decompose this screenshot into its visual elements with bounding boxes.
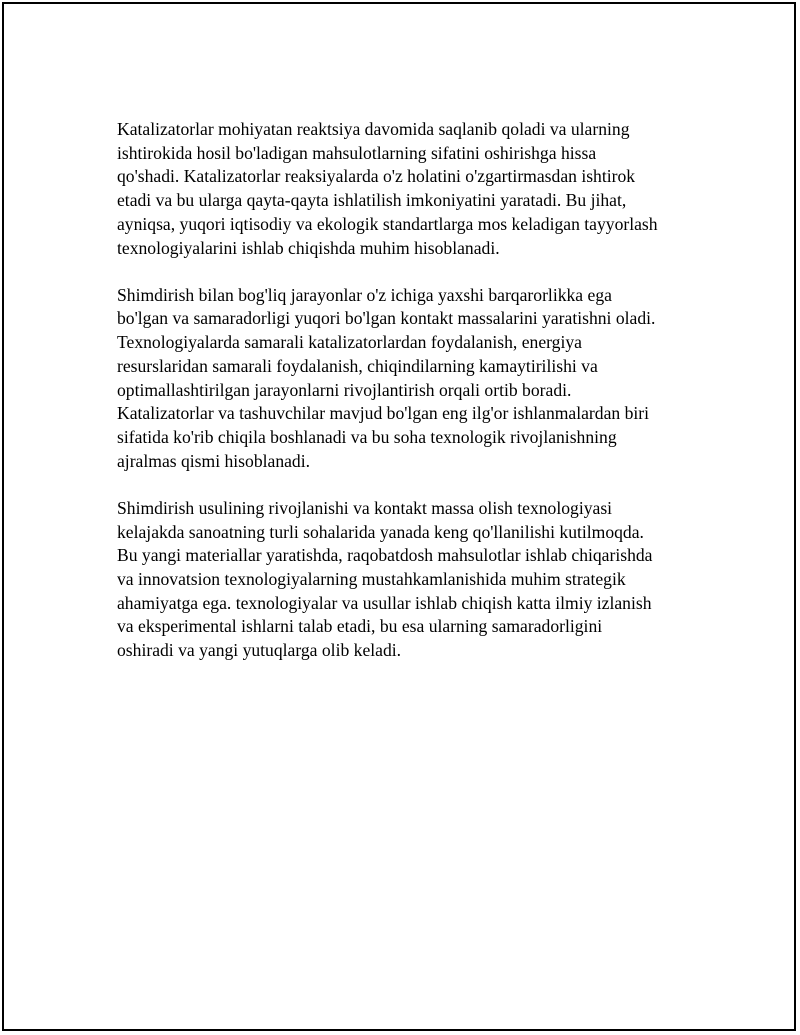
text-line: resurslaridan samarali foydalanish, chiqindilarning kamaytirilishi va [117, 355, 598, 376]
text-line: ahamiyatga ega. texnologiyalar va usullar ishlab chiqish katta ilmiy izlanish [117, 592, 652, 613]
text-line: Bu yangi materiallar yaratishda, raqobatdosh mahsulotlar ishlab chiqarishda [117, 545, 653, 566]
text-line: oshiradi va yangi yutuqlarga olib keladi. [117, 640, 402, 661]
text-line: bo'lgan va samaradorligi yuqori bo'lgan kontakt massalarini yaratishni oladi. [117, 308, 656, 329]
text-line: ajralmas qismi hisoblanadi. [117, 450, 311, 471]
text-line: Katalizatorlar mohiyatan reaktsiya davomida saqlanib qoladi va ularning [117, 119, 630, 139]
text-line: qo'shadi. Katalizatorlar reaksiyalarda o'z holatini o'zgartirmasdan ishtirok [117, 166, 636, 187]
text-line: optimallashtirilgan jarayonlarni rivojlantirish orqali ortib boradi. [117, 379, 572, 400]
paragraph-2 [117, 284, 692, 474]
text-line: ayniqsa, yuqori iqtisodiy va ekologik standartlarga mos keladigan tayyorlash [117, 213, 658, 234]
text-line: kelajakda sanoatning turli sohalarida yanada keng qo'llanilishi kutilmoqda. [117, 521, 644, 542]
paragraph-1 [117, 118, 692, 260]
paragraph-3 [117, 497, 692, 663]
text-line: etadi va bu ularga qayta-qayta ishlatilish imkoniyatini yaratadi. Bu jihat, [117, 190, 627, 211]
text-line: texnologiyalarini ishlab chiqishda muhim hisoblanadi. [117, 237, 500, 258]
text-line: sifatida ko'rib chiqila boshlanadi va bu soha texnologik rivojlanishning [117, 426, 617, 447]
text-line: va innovatsion texnologiyalarning mustahkamlanishida muhim strategik [117, 568, 626, 589]
text-line: Shimdirish usulining rivojlanishi va kontakt massa olish texnologiyasi [117, 497, 613, 518]
text-line: Texnologiyalarda samarali katalizatorlardan foydalanish, energiya [117, 332, 582, 353]
document-body [117, 118, 692, 686]
text-line: Katalizatorlar va tashuvchilar mavjud bo'lgan eng ilg'or ishlanmalardan biri [117, 403, 650, 424]
text-line: va eksperimental ishlarni talab etadi, bu esa ularning samaradorligini [117, 616, 603, 637]
text-line: Shimdirish bilan bog'liq jarayonlar o'z ichiga yaxshi barqarorlikka ega [117, 284, 612, 305]
text-line: ishtirokida hosil bo'ladigan mahsulotlarning sifatini oshirishga hissa [117, 142, 597, 163]
